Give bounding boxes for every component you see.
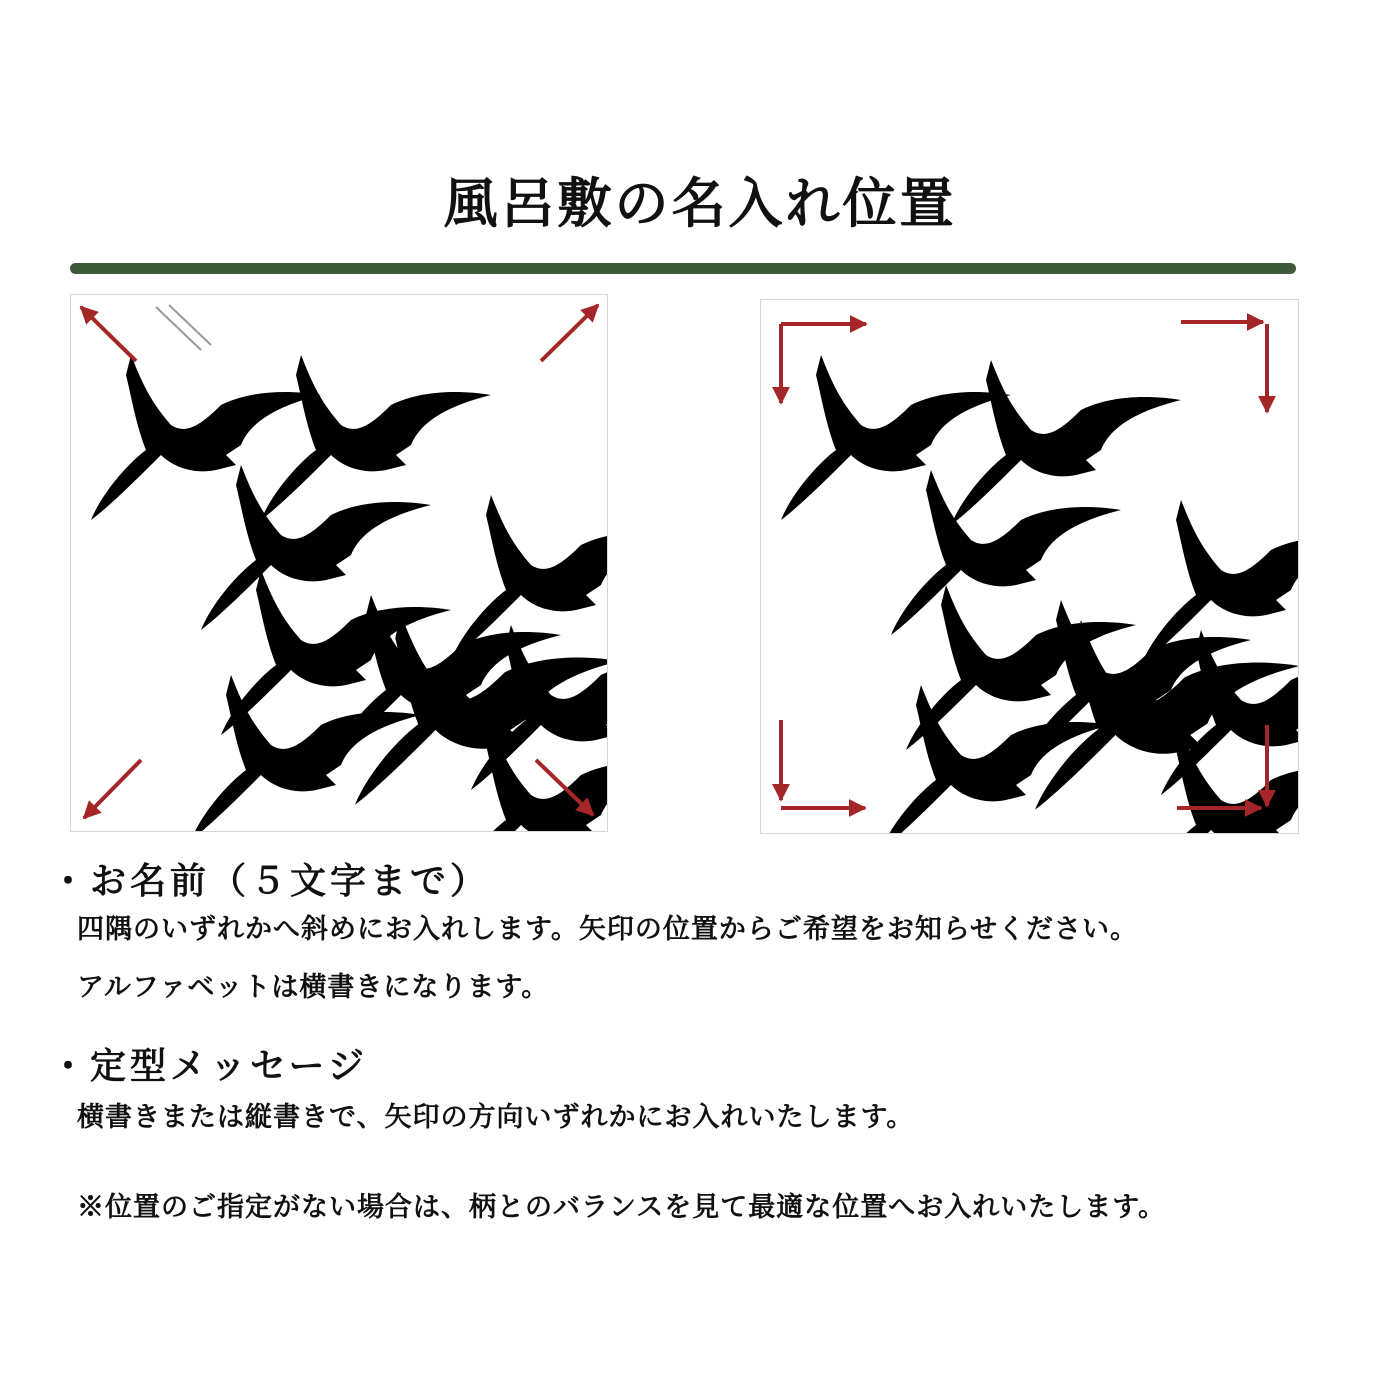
title-divider — [70, 263, 1296, 274]
furoshiki-corner-illustration — [761, 300, 1298, 833]
arrow-bottom-left — [84, 760, 141, 818]
furoshiki-diagram-corners — [760, 299, 1299, 834]
name-section-text-1: 四隅のいずれかへ斜めにお入れします。矢印の位置からご希望をお知らせください。 — [77, 914, 1139, 945]
furoshiki-diagram-diagonal — [70, 294, 608, 832]
message-section-heading: ・定型メッセージ — [50, 1045, 368, 1087]
arrow-top-right — [541, 305, 598, 361]
arrow-top-left — [81, 307, 136, 361]
furoshiki-diagonal-illustration — [71, 295, 607, 831]
name-section-text-2: アルファベットは横書きになります。 — [77, 972, 550, 1003]
name-section-heading: ・お名前（５文字まで） — [50, 860, 491, 902]
page-title: 風呂敷の名入れ位置 — [443, 171, 957, 235]
placement-note: ※位置のご指定がない場合は、柄とのバランスを見て最適な位置へお入れいたします。 — [77, 1192, 1167, 1223]
message-section-text: 横書きまたは縦書きで、矢印の方向いずれかにお入れいたします。 — [77, 1102, 915, 1133]
